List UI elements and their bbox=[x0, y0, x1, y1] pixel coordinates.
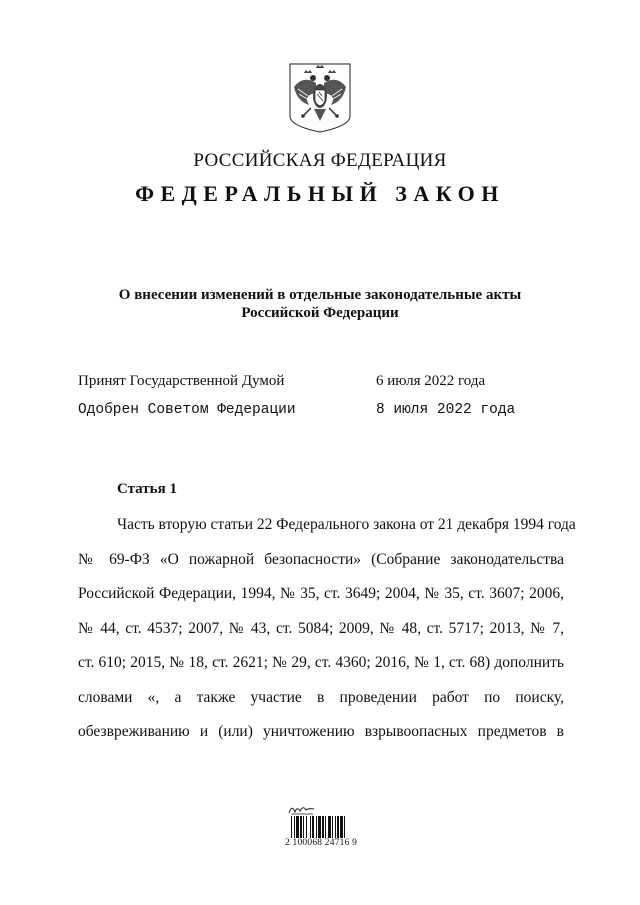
coat-of-arms-emblem bbox=[289, 63, 351, 133]
law-title bbox=[60, 286, 580, 322]
approved-by-council-label: Одобрен Советом Федерации bbox=[78, 402, 296, 418]
law-title-line-2: Российской Федерации bbox=[241, 305, 399, 321]
handwritten-initials bbox=[287, 802, 317, 816]
law-title-line-1: О внесении изменений в отдельные законодательные акты bbox=[118, 287, 522, 303]
article-text-line: словами «, а также участие в проведении работ по поиску, bbox=[78, 689, 564, 706]
adopted-date: 6 июля 2022 года bbox=[376, 373, 486, 389]
barcode-number: 2 100068 24716 9 bbox=[285, 838, 358, 848]
article-text-line: Российской Федерации, 1994, № 35, ст. 3649; 2004, № 35, ст. 3607; 2006, bbox=[78, 585, 564, 602]
article-text-line: № 69-ФЗ «О пожарной безопасности» (Собрание законодательства bbox=[78, 551, 564, 568]
approved-date: 8 июля 2022 года bbox=[376, 402, 516, 418]
article-heading: Статья 1 bbox=[117, 481, 177, 497]
law-type-heading: ФЕДЕРАЛЬНЫЙ ЗАКОН bbox=[135, 181, 505, 206]
adopted-by-duma-label: Принят Государственной Думой bbox=[78, 373, 285, 389]
article-text-line: ст. 610; 2015, № 18, ст. 2621; № 29, ст. 4360; 2016, № 1, ст. 68) дополнить bbox=[78, 654, 564, 671]
barcode bbox=[291, 816, 372, 840]
article-text-line: Часть вторую статьи 22 Федерального закона от 21 декабря 1994 года bbox=[117, 516, 576, 533]
country-name: РОССИЙСКАЯ ФЕДЕРАЦИЯ bbox=[193, 150, 447, 171]
article-text-line: № 44, ст. 4537; 2007, № 43, ст. 5084; 2009, № 48, ст. 5717; 2013, № 7, bbox=[78, 620, 564, 637]
article-text-line: обезвреживанию и (или) уничтожению взрывоопасных предметов в bbox=[78, 723, 564, 740]
